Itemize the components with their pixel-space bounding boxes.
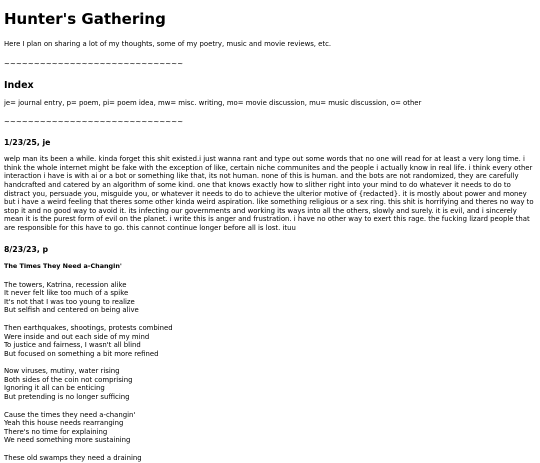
poem-stanza [4, 454, 536, 463]
index-heading: Index [4, 79, 34, 91]
poem-line: We need something more sustaining [4, 436, 131, 445]
poem-line: Both sides of the coin not comprising [4, 375, 133, 384]
poem-line: Now viruses, mutiny, water rising [4, 367, 120, 376]
poem-stanza [4, 281, 536, 315]
poem-line: But pretending is no longer sufficing [4, 393, 130, 402]
poem-line: But focused on something a bit more refined [4, 349, 159, 358]
divider: ~~~~~~~~~~~~~~~~~~~~~~~~~~~~~~ [4, 118, 184, 127]
poem-stanza [4, 367, 536, 401]
poem-line: Ignoring it all can be enticing [4, 384, 105, 393]
index-legend: je= journal entry, p= poem, pi= poem idea, mw= misc. writing, mo= movie discussion, mu= music discussion, o= other [4, 98, 422, 107]
divider: ~~~~~~~~~~~~~~~~~~~~~~~~~~~~~~ [4, 59, 184, 68]
poem-line: It's not that I was too young to realize [4, 297, 135, 306]
site-intro: Here I plan on sharing a lot of my thoughts, some of my poetry, music and movie reviews, etc. [4, 40, 332, 48]
poem-line: Then earthquakes, shootings, protests combined [4, 323, 173, 332]
poem-line: Were inside and out each side of my mind [4, 332, 150, 341]
poem-line: Cause the times they need a-changin' [4, 410, 136, 419]
poem-line: There's no time for explaining [4, 427, 108, 436]
poem-line: But selfish and centered on being alive [4, 306, 139, 315]
entry-date: 1/23/25, je [4, 138, 51, 148]
poem-line: Yeah this house needs rearranging [4, 419, 124, 428]
poem-line: These old swamps they need a draining [4, 454, 142, 463]
entry-body: welp man its been a while. kinda forget this shit existed.i just wanna rant and type out some words that no one will read for at least a very long time. i think the whole internet might be fake with the exception of like, certain niche communites and the people i actually know in real life. i think every other interaction i have is with ai or a bot or something like that, its not human. none of this is human. and the bots are not randomized, they are carefully handcrafted and catered by an algorithm of some kind. one that knows exactly how to slither right into your mind to do whatever it needs to do to distract you, persuade you, misguide you, or whatever it needs to do to achieve the ulterior motive of {redacted}. it is mostly about power and money but i have a weird feeling that theres some other kinda weird aspiration. like something religious or a sex ring. this shit is horrifying and theres no way to stop it and no good way to avoid it. its infecting our governments and working its ways into all the others, slowly and surely. it is evil, and i sincerely mean it is the purest form of evil on the planet. i write this is anger and frustration. i have no other way to exert this rage. the fucking lizard people that are responsible for this have to go. this cannot continue longer before all is lost. ituu [4, 155, 534, 232]
poem-line: It never felt like too much of a spike [4, 289, 129, 298]
poem-stanza [4, 324, 536, 358]
entry-date: 8/23/23, p [4, 244, 49, 254]
poem-line: The towers, Katrina, recession alike [4, 280, 127, 289]
poem-entry [4, 245, 536, 463]
journal-entry [4, 138, 536, 232]
site-title: Hunter's Gathering [4, 10, 166, 28]
poem-stanza [4, 411, 536, 445]
poem-line: To justice and fairness, I wasn't all blind [4, 341, 141, 350]
poem-title: The Times They Need a-Changin' [4, 261, 122, 270]
